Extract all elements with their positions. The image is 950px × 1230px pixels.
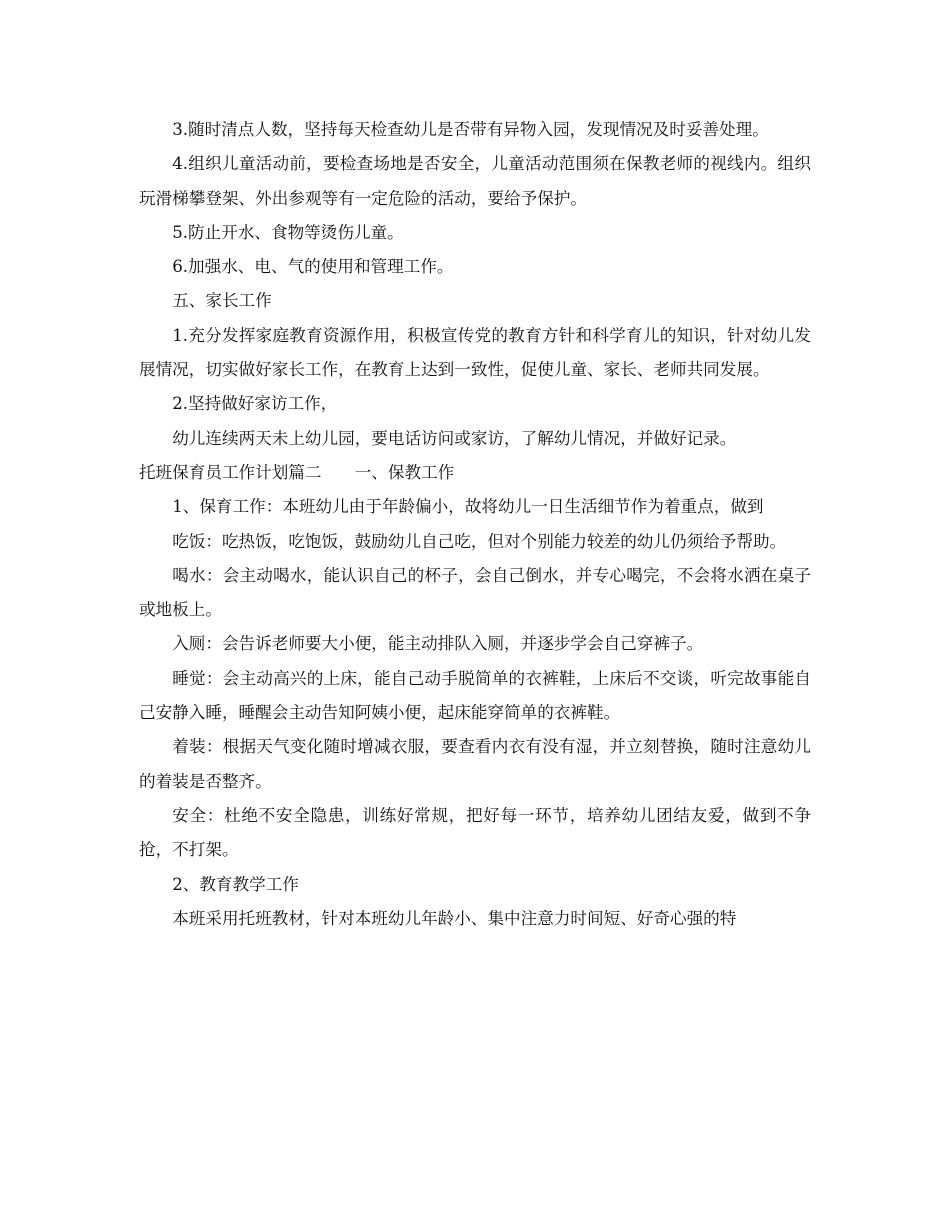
paragraph-home-visit: 幼儿连续两天未上幼儿园，要电话访问或家访，了解幼儿情况，并做好记录。 [172,428,737,448]
paragraph-eating: 吃饭：吃热饭，吃饱饭，鼓励幼儿自己吃，但对个别能力较差的幼儿仍须给予帮助。 [172,531,787,551]
paragraph-safety-4: 4.组织儿童活动前，要检查场地是否安全，儿童活动范围须在保教老师的视线内。组织玩滑梯攀登架、外出参观等有一定危险的活动，要给予保护。 [139,154,811,208]
paragraph-safety-5: 5.防止开水、食物等烫伤儿童。 [172,222,404,242]
document-body [139,113,811,936]
paragraph-toilet: 入厕：会告诉老师要大小便，能主动排队入厕，并逐步学会自己穿裤子。 [172,634,704,654]
paragraph-parents-1: 1.充分发挥家庭教育资源作用，积极宣传党的教育方针和科学育儿的知识，针对幼儿发展情况，切实做好家长工作，在教育上达到一致性，促使儿童、家长、老师共同发展。 [139,325,811,380]
paragraph-care-work: 1、保育工作：本班幼儿由于年龄偏小，故将幼儿一日生活细节作为着重点，做到 [172,497,764,517]
paragraph-safety-habits: 安全：杜绝不安全隐患，训练好常规，把好每一环节，培养幼儿团结友爱，做到不争抢，不打架。 [139,805,811,860]
section-heading-parents: 五、家长工作 [172,291,272,311]
section-heading-teaching: 2、教育教学工作 [172,874,299,894]
paragraph-parents-2: 2.坚持做好家访工作， [172,394,338,414]
paragraph-drinking: 喝水：会主动喝水，能认识自己的杯子，会自己倒水，并专心喝完，不会将水洒在桌子或地板上。 [139,565,811,620]
paragraph-dressing: 着装：根据天气变化随时增减衣服，要查看内衣有没有湿，并立刻替换，随时注意幼儿的着装是否整齐。 [139,737,811,791]
paragraph-teaching-materials: 本班采用托班教材，针对本班幼儿年龄小、集中注意力时间短、好奇心强的特 [172,908,737,928]
paragraph-sleeping: 睡觉：会主动高兴的上床，能自己动手脱简单的衣裤鞋，上床后不交谈，听完故事能自己安静入睡，睡醒会主动告知阿姨小便，起床能穿简单的衣裤鞋。 [139,668,811,723]
paragraph-safety-3: 3.随时清点人数，坚持每天检查幼儿是否带有异物入园，发现情况及时妥善处理。 [172,120,769,139]
paragraph-safety-6: 6.加强水、电、气的使用和管理工作。 [172,257,454,277]
article-title-part-two: 托班保育员工作计划篇二 一、保教工作 [139,462,455,482]
